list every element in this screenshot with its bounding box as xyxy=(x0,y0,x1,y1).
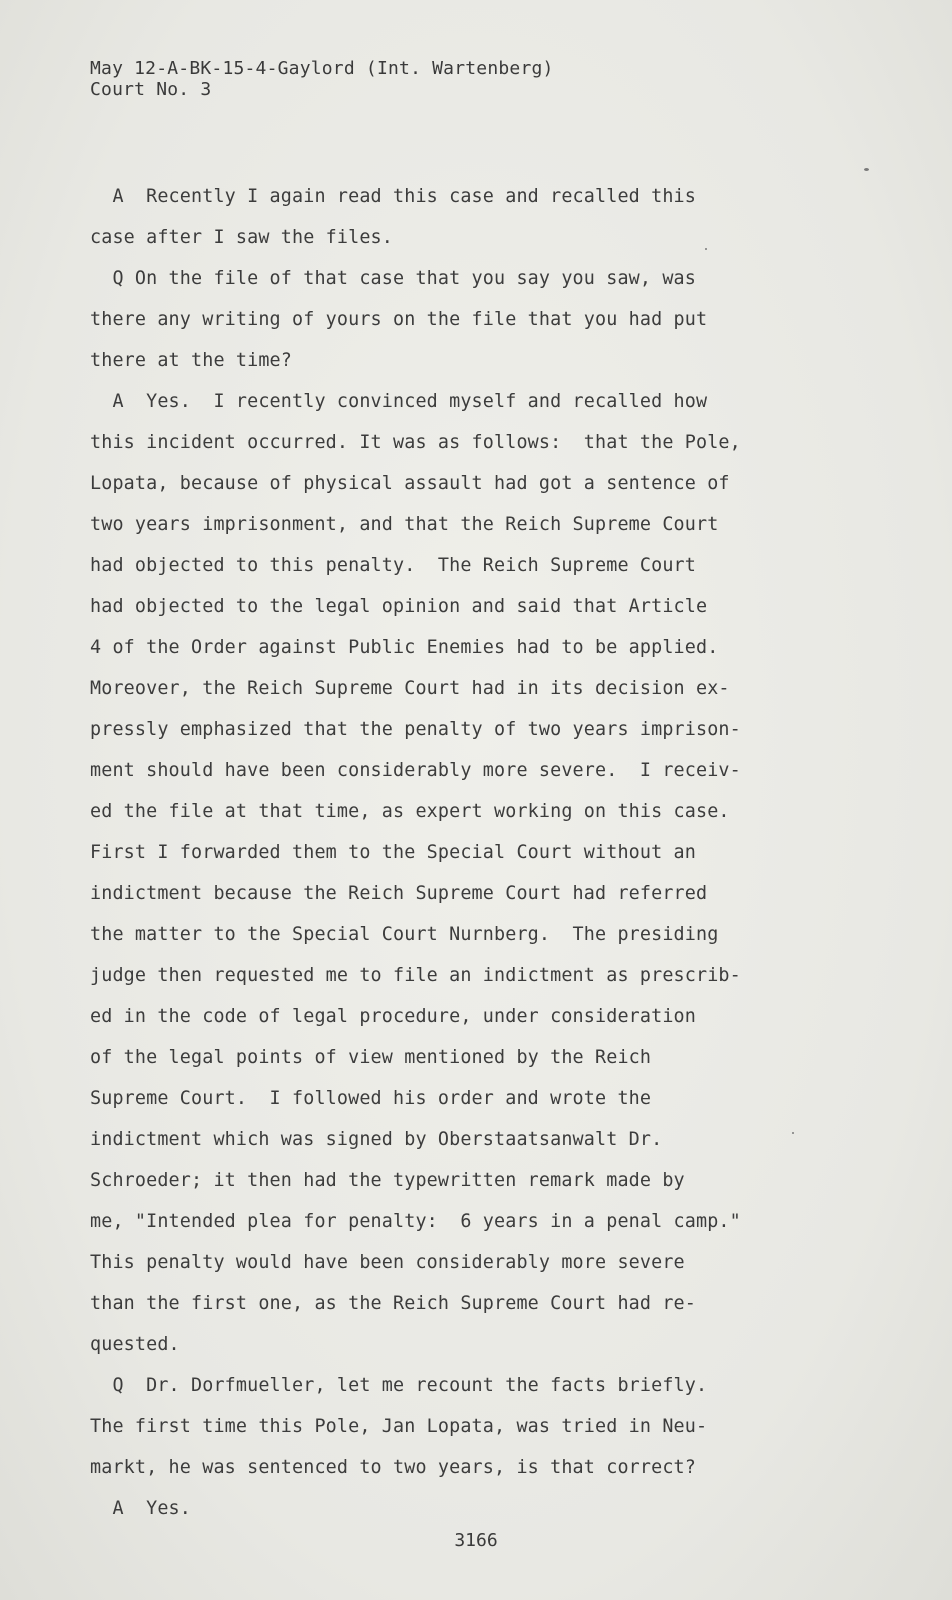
transcript-line: the matter to the Special Court Nurnberg. The presiding xyxy=(90,924,719,945)
transcript-line: Q Dr. Dorfmueller, let me recount the facts briefly. xyxy=(90,1375,708,1396)
transcript-line: ed in the code of legal procedure, under consideration xyxy=(90,1006,696,1027)
transcript-line: pressly emphasized that the penalty of two years imprison- xyxy=(90,719,741,740)
transcript-line: ed the file at that time, as expert working on this case. xyxy=(90,801,730,822)
transcript-line: judge then requested me to file an indictment as prescrib- xyxy=(90,965,741,986)
transcript-line: Moreover, the Reich Supreme Court had in its decision ex- xyxy=(90,678,730,699)
transcript-line: case after I saw the files. xyxy=(90,227,393,248)
transcript-line: than the first one, as the Reich Supreme Court had re- xyxy=(90,1293,696,1314)
paper-speck xyxy=(705,248,707,250)
transcript-line: A Recently I again read this case and recalled this xyxy=(90,186,696,207)
document-header xyxy=(90,58,554,100)
transcript-line: Supreme Court. I followed his order and wrote the xyxy=(90,1088,652,1109)
transcript-line: quested. xyxy=(90,1334,180,1355)
transcript-line: The first time this Pole, Jan Lopata, was tried in Neu- xyxy=(90,1416,708,1437)
transcript-line: had objected to this penalty. The Reich Supreme Court xyxy=(90,555,696,576)
transcript-line: of the legal points of view mentioned by the Reich xyxy=(90,1047,652,1068)
transcript-line: indictment because the Reich Supreme Court had referred xyxy=(90,883,708,904)
page-number: 3166 xyxy=(454,1530,498,1551)
transcript-line: me, "Intended plea for penalty: 6 years in a penal camp." xyxy=(90,1211,741,1232)
transcript-line: there any writing of yours on the file that you had put xyxy=(90,309,708,330)
transcript-line: 4 of the Order against Public Enemies had to be applied. xyxy=(90,637,719,658)
transcript-line: two years imprisonment, and that the Reich Supreme Court xyxy=(90,514,719,535)
transcript-line: Lopata, because of physical assault had got a sentence of xyxy=(90,473,730,494)
paper-speck xyxy=(864,168,869,171)
paper-speck xyxy=(792,1132,794,1134)
transcript-line: Schroeder; it then had the typewritten remark made by xyxy=(90,1170,685,1191)
transcript-line: indictment which was signed by Oberstaatsanwalt Dr. xyxy=(90,1129,663,1150)
header-court-line: Court No. 3 xyxy=(90,79,212,100)
transcript-line: This penalty would have been considerably more severe xyxy=(90,1252,685,1273)
transcript-line: A Yes. xyxy=(90,1498,191,1519)
header-reference-line: May 12-A-BK-15-4-Gaylord (Int. Wartenberg) xyxy=(90,58,554,79)
transcript-line: markt, he was sentenced to two years, is that correct? xyxy=(90,1457,696,1478)
transcript-line: this incident occurred. It was as follows: that the Pole, xyxy=(90,432,741,453)
transcript-line: First I forwarded them to the Special Court without an xyxy=(90,842,696,863)
transcript-line: had objected to the legal opinion and said that Article xyxy=(90,596,708,617)
transcript-line: A Yes. I recently convinced myself and recalled how xyxy=(90,391,708,412)
transcript-line: ment should have been considerably more severe. I receiv- xyxy=(90,760,741,781)
transcript-line: there at the time? xyxy=(90,350,292,371)
transcript-body xyxy=(90,176,910,1529)
transcript-line: Q On the file of that case that you say you saw, was xyxy=(90,268,696,289)
